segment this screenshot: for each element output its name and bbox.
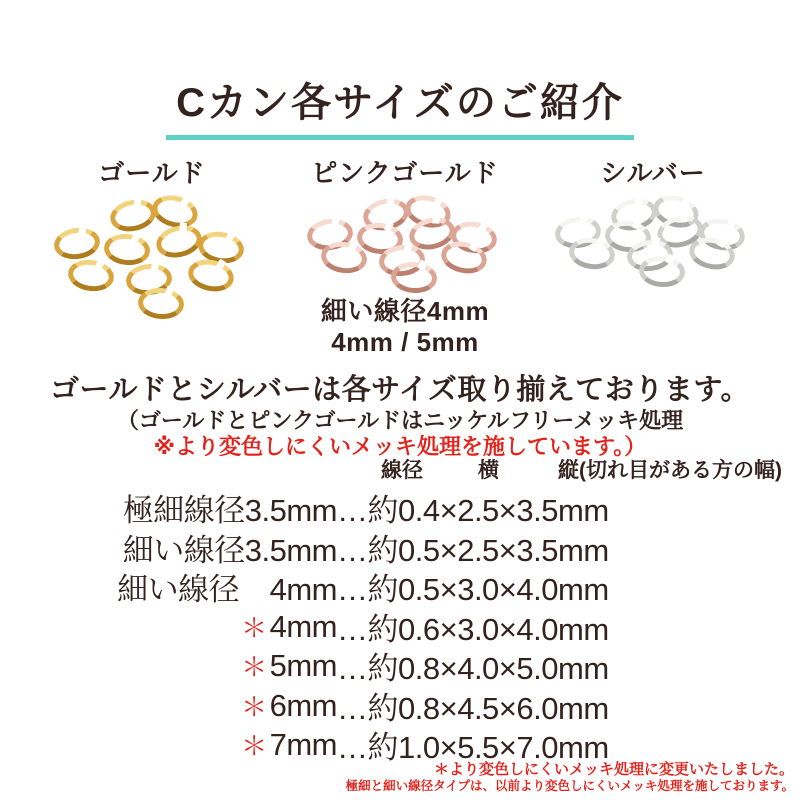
ring-opening xyxy=(216,259,227,270)
size-row-dimensions: …約0.6×3.0×4.0mm xyxy=(337,611,609,647)
ring-opening xyxy=(432,214,440,223)
star-mark: ＊ xyxy=(241,612,267,643)
jump-ring-graphic xyxy=(52,225,102,262)
footnote-plating-detail: 極細と細い線径タイプは、以前より変色しにくいメッキ処理を施しております。 xyxy=(345,779,794,793)
jump-ring-graphic xyxy=(137,286,185,320)
size-row xyxy=(0,567,800,607)
size-row-label: ＊4mm xyxy=(241,608,337,644)
size-row xyxy=(0,488,800,528)
size-row-label: ＊6mm xyxy=(241,687,337,723)
jump-ring-graphic xyxy=(66,257,116,294)
ring-opening xyxy=(164,286,174,297)
statement-note-red: ※より変色しにくいメッキ処理を施しています。） xyxy=(153,434,647,459)
star-mark: ＊ xyxy=(241,652,267,683)
star-mark: ＊ xyxy=(241,731,267,762)
size-row-label: 細い線径3.5mm xyxy=(122,532,337,568)
silver-rings-image xyxy=(553,196,753,324)
ring-opening xyxy=(469,241,480,252)
size-row-label: ＊5mm xyxy=(241,648,337,684)
ring-opening xyxy=(78,225,86,235)
thin-wire-caption xyxy=(321,296,489,358)
size-row-label: 細い線径 4mm xyxy=(117,572,337,608)
size-row xyxy=(0,686,800,726)
ring-opening xyxy=(348,240,358,251)
ring-opening xyxy=(225,230,235,241)
jump-ring-graphic xyxy=(638,254,686,288)
jump-ring-graphic xyxy=(390,260,438,294)
statement-section xyxy=(0,372,800,460)
ring-opening xyxy=(579,214,587,224)
ring-opening xyxy=(433,195,444,206)
size-row xyxy=(0,725,800,765)
statement-sub: （ゴールドとピンクゴールドはニッケルフリーメッキ処理 xyxy=(116,408,684,433)
ring-opening xyxy=(179,222,187,231)
size-row xyxy=(0,646,800,686)
ring-opening xyxy=(665,254,675,265)
ring-opening xyxy=(180,195,191,206)
size-table-header xyxy=(0,459,800,483)
ring-opening xyxy=(131,232,141,243)
size-row-dimensions: …約0.8×4.5×6.0mm xyxy=(337,690,609,726)
size-row-label: ＊7mm xyxy=(241,727,337,763)
header-wire-diameter: 線径 xyxy=(381,459,423,482)
product-label-pink-gold: ピンクゴールド xyxy=(311,158,499,188)
title-section xyxy=(0,44,800,167)
header-width: 横 xyxy=(478,459,499,482)
ring-opening xyxy=(635,195,643,205)
star-mark: ＊ xyxy=(241,691,267,722)
ring-opening xyxy=(632,219,642,230)
pink-gold-rings-image xyxy=(305,196,505,292)
size-row xyxy=(0,607,800,647)
ring-opening xyxy=(478,220,488,231)
size-row-label: 極細線径3.5mm xyxy=(122,493,337,529)
ring-opening xyxy=(331,216,339,226)
ring-opening xyxy=(134,196,142,206)
product-column-silver xyxy=(548,158,758,324)
product-color-row xyxy=(42,158,758,358)
size-row-dimensions: …約0.5×3.0×4.0mm xyxy=(337,572,609,608)
footnotes-section xyxy=(346,761,794,794)
size-row xyxy=(0,528,800,568)
statement-main: ゴールドとシルバーは各サイズ取り揃えております。 xyxy=(49,374,751,406)
size-row-dimensions: …約1.0×5.5×7.0mm xyxy=(337,730,609,766)
ring-opening xyxy=(680,212,688,221)
page-title: Cカン各サイズのご紹介 xyxy=(166,71,634,140)
ring-opening xyxy=(726,217,736,228)
product-column-gold xyxy=(42,158,262,324)
product-column-pink-gold xyxy=(280,158,530,358)
ring-opening xyxy=(384,221,394,232)
ring-opening xyxy=(417,260,427,271)
jump-ring-graphic xyxy=(153,221,205,262)
caption-line-2: 4mm / 5mm xyxy=(331,327,479,357)
ring-opening xyxy=(681,195,692,206)
header-height: 縦(切れ目がある方の幅) xyxy=(558,459,782,482)
jump-ring-graphic xyxy=(103,232,152,268)
caption-line-1: 細い線径4mm xyxy=(320,296,490,326)
ring-opening xyxy=(717,237,728,248)
size-row-dimensions: …約0.5×2.5×3.5mm xyxy=(337,532,609,568)
ring-opening xyxy=(151,261,160,271)
size-row-dimensions: …約0.8×4.0×5.0mm xyxy=(337,651,609,687)
ring-opening xyxy=(387,195,395,205)
jump-ring-graphic xyxy=(107,196,158,236)
size-row-dimensions: …約0.4×2.5×3.5mm xyxy=(337,493,609,529)
ring-opening xyxy=(652,237,661,247)
size-table-rows xyxy=(0,488,800,765)
product-label-gold: ゴールド xyxy=(98,158,206,188)
product-label-silver: シルバー xyxy=(600,158,706,188)
ring-opening xyxy=(404,242,413,252)
footnote-plating-change: ＊より変色しにくいメッキ処理に変更いたしました。 xyxy=(433,761,794,778)
gold-rings-image xyxy=(52,196,252,324)
ring-opening xyxy=(95,258,105,269)
